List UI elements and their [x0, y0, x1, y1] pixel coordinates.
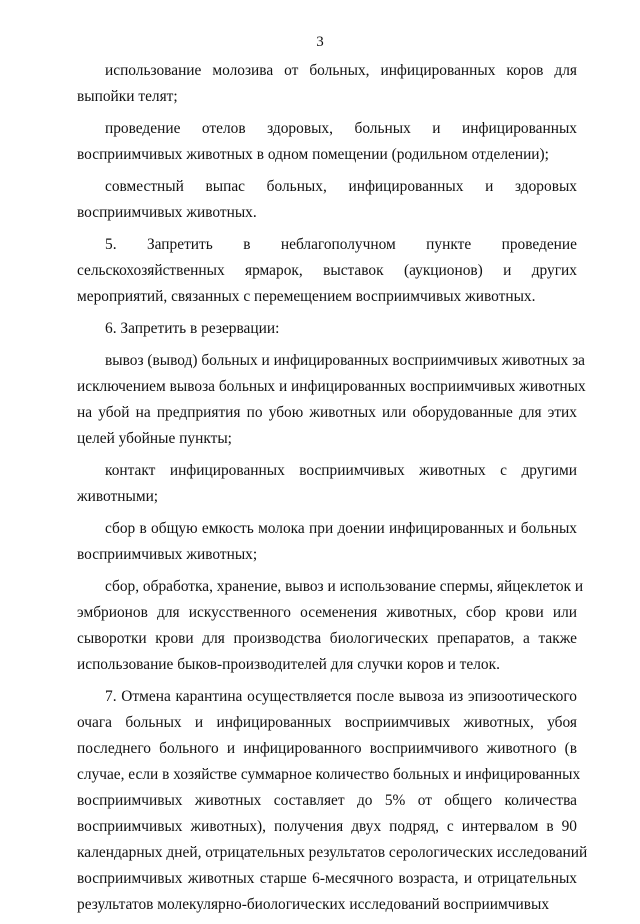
text-line: контакт инфицированных восприимчивых животных с другими: [105, 462, 577, 479]
text-line: мероприятий, связанных с перемещением восприимчивых животных.: [77, 288, 536, 305]
paragraph: [77, 174, 577, 226]
text-line: 6. Запретить в резервации:: [105, 320, 280, 337]
text-line: на убой на предприятия по убою животных или оборудованные для этих: [77, 404, 577, 421]
paragraph: [77, 684, 588, 918]
page-number: 3: [316, 34, 324, 50]
text-line: целей убойные пункты;: [77, 430, 232, 447]
text-line: восприимчивых животных в одном помещении (родильном отделении);: [77, 146, 549, 163]
text-line: восприимчивых животных.: [77, 204, 257, 221]
text-line: сбор в общую емкость молока при доении инфицированных и больных: [105, 520, 577, 537]
text-line: животными;: [77, 488, 159, 505]
text-line: календарных дней, отрицательных результатов серологических исследований: [77, 844, 588, 861]
text-line: 5. Запретить в неблагополучном пункте проведение: [105, 236, 577, 253]
text-line: случае, если в хозяйстве суммарное количество больных и инфицированных: [77, 766, 581, 783]
text-line: результатов молекулярно-биологических исследований восприимчивых: [77, 896, 550, 913]
paragraph: [77, 516, 577, 568]
text-line: восприимчивых животных;: [77, 546, 258, 563]
document-body: [77, 58, 588, 924]
text-line: 7. Отмена карантина осуществляется после вывоза из эпизоотического: [105, 688, 577, 705]
text-line: восприимчивых животных составляет до 5% от общего количества: [77, 792, 577, 809]
paragraph: [77, 348, 586, 452]
paragraph: [77, 232, 577, 310]
paragraph: [77, 574, 584, 678]
text-line: сыворотки крови для производства биологических препаратов, а также: [77, 630, 577, 647]
paragraph: [77, 116, 577, 168]
text-line: исключением вывоза больных и инфицированных восприимчивых животных: [77, 378, 586, 395]
text-line: сбор, обработка, хранение, вывоз и использование спермы, яйцеклеток и: [105, 578, 584, 595]
text-line: проведение отелов здоровых, больных и инфицированных: [105, 120, 577, 137]
paragraph: [77, 458, 577, 510]
paragraph: [77, 58, 577, 110]
text-line: использование молозива от больных, инфицированных коров для: [105, 62, 577, 79]
text-line: сельскохозяйственных ярмарок, выставок (аукционов) и других: [77, 262, 577, 279]
text-line: эмбрионов для искусственного осеменения животных, сбор крови или: [77, 604, 577, 621]
text-line: восприимчивых животных старше 6-месячного возраста, и отрицательных: [77, 870, 577, 887]
text-line: последнего больного и инфицированного восприимчивого животного (в: [77, 740, 577, 757]
text-line: выпойки телят;: [77, 88, 178, 105]
text-line: восприимчивых животных), получения двух подряд, с интервалом в 90: [77, 818, 577, 835]
paragraph: [77, 316, 577, 342]
text-line: совместный выпас больных, инфицированных и здоровых: [105, 178, 577, 195]
text-line: использование быков-производителей для случки коров и телок.: [77, 656, 500, 673]
text-line: вывоз (вывод) больных и инфицированных восприимчивых животных за: [105, 352, 585, 369]
text-line: очага больных и инфицированных восприимчивых животных, убоя: [77, 714, 577, 731]
